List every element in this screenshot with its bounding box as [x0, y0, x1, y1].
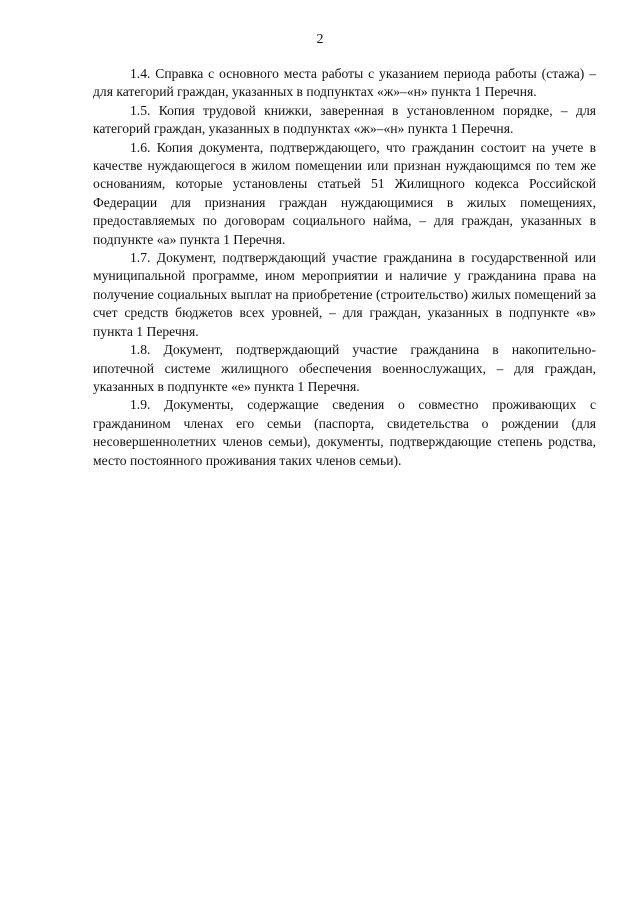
document-body: [93, 65, 596, 470]
paragraph-1-8: 1.8. Документ, подтверждающий участие гражданина в накопительно-ипотечной системе жилищного обеспечения военнослужащих, – для граждан, указанных в подпункте «е» пункта 1 Перечня.: [93, 342, 596, 394]
paragraph-1-4: 1.4. Справка с основного места работы с указанием периода работы (стажа) – для категорий граждан, указанных в подпунктах «ж»–«н» пункта 1 Перечня.: [93, 66, 596, 100]
paragraph-1-9: 1.9. Документы, содержащие сведения о совместно проживающих с гражданином членах его семьи (паспорта, свидетельства о рождении (для несовершеннолетних членов семьи), документы, подтверждающие степень родства, место постоянного проживания таких членов семьи).: [93, 397, 596, 468]
page-number: 2: [316, 32, 324, 47]
paragraph-1-5: 1.5. Копия трудовой книжки, заверенная в установленном порядке, – для категорий граждан, указанных в подпунктах «ж»–«н» пункта 1 Перечня.: [93, 102, 596, 137]
paragraph-1-7: 1.7. Документ, подтверждающий участие гражданина в государственной или муниципальной программе, ином мероприятии и наличие у гражданина права на получение социальных выплат на приобретение (строительство) жилых помещений за счет средств бюджетов всех уровней, – для граждан, указанных в подпункте «в» пункта 1 Перечня.: [93, 250, 596, 339]
paragraph-1-6: 1.6. Копия документа, подтверждающего, что гражданин состоит на учете в качестве нуждающегося в жилом помещении или признан нуждающимся по тем же основаниям, которые установлены статьей 51 Жилищного кодекса Российской Федерации для признания граждан нуждающимися в жилых помещениях, предоставляемых по договорам социального найма, – для граждан, указанных в подпункте «а» пункта 1 Перечня.: [93, 139, 596, 247]
